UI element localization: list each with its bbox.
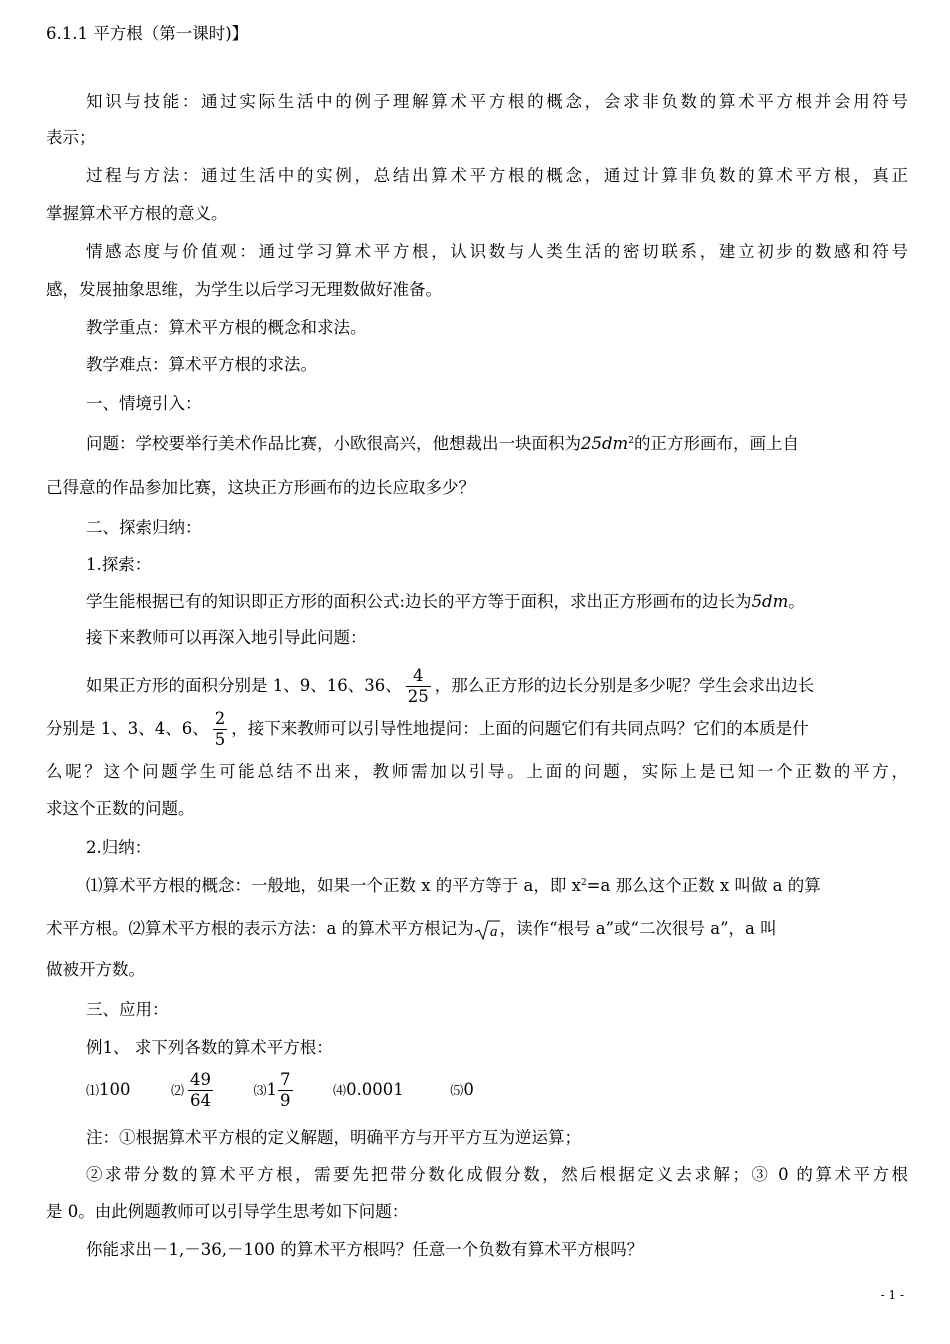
objective-attitude-line2: 感，发展抽象思维，为学生以后学习无理数做好准备。	[46, 280, 442, 299]
concept-line-1	[86, 874, 908, 900]
radical-sign	[474, 919, 500, 941]
square-root-symbol	[474, 917, 500, 941]
note-line-2: ②求带分数的算术平方根，需要先把带分数化成假分数，然后根据定义去求解；③ 0 的算术平方根	[86, 1165, 908, 1184]
explore-p3-text-b: ，那么正方形的边长分别是多少呢？学生会求出边长	[434, 676, 815, 695]
mixed-whole: 1	[266, 1080, 278, 1099]
note-line-1: 注：①根据算术平方根的定义解题，明确平方与开平方互为逆运算；	[86, 1128, 581, 1147]
objective-knowledge-line2: 表示；	[46, 128, 96, 147]
explore-paragraph-6: 求这个正数的问题。	[46, 799, 195, 818]
fraction-4-25	[406, 666, 431, 707]
concept-line-2	[46, 917, 908, 943]
fraction-numerator: 49	[190, 1070, 212, 1089]
objective-attitude-line1: 情感态度与价值观：通过学习算术平方根，认识数与人类生活的密切联系，建立初步的数感和符号	[86, 242, 908, 261]
objective-process-line1: 过程与方法：通过生活中的实例，总结出算术平方根的概念，通过计算非负数的算术平方根，真正	[86, 166, 908, 185]
area-exponent: 2	[628, 436, 634, 446]
item-1-label: ⑴	[86, 1084, 100, 1099]
item-2-label: ⑵	[171, 1084, 185, 1099]
explore-paragraph-4	[46, 709, 908, 749]
objective-process-line2: 掌握算术平方根的意义。	[46, 204, 228, 223]
intro-question-text-a: 问题：学校要举行美术作品比赛，小欧很高兴，他想裁出一块面积为	[86, 434, 581, 453]
fraction-denominator: 9	[280, 1090, 291, 1110]
explore-p3-text-a: 如果正方形的面积分别是 1、9、16、36、	[86, 676, 402, 695]
difficulty-point: 教学难点：算术平方根的求法。	[86, 355, 317, 374]
concept-text-a: ⑴算术平方根的概念：一般地，如果一个正数 x 的平方等于 a，即 x	[86, 876, 581, 895]
intro-question-line1	[86, 432, 908, 458]
note-line-3: 是 0。由此例题教师可以引导学生思考如下问题：	[46, 1202, 409, 1221]
notation-text-b: ，读作“根号 a”或“二次很号 a”，a 叫	[499, 919, 777, 938]
fraction-numerator: 7	[280, 1069, 291, 1089]
item-4-label: ⑷	[333, 1084, 347, 1099]
explore-p1-text-b: 。	[788, 592, 805, 611]
item-5-value: 0	[463, 1080, 474, 1099]
lesson-title: 6.1.1 平方根（第一课时)】	[46, 24, 249, 43]
explore-paragraph-3	[86, 666, 908, 706]
notation-text-a: 术平方根。⑵算术平方根的表示方法：a 的算术平方根记为	[46, 919, 474, 938]
fraction-denominator: 64	[190, 1091, 212, 1110]
item-1-value: 100	[99, 1080, 131, 1099]
example-1-prompt: 例1、 求下列各数的算术平方根：	[86, 1038, 333, 1057]
key-point: 教学重点：算术平方根的概念和求法。	[86, 318, 367, 337]
section-1-heading: 一、情境引入：	[86, 394, 202, 413]
page-number: - 1 -	[880, 1288, 904, 1302]
item-4-value: 0.0001	[346, 1080, 404, 1099]
explore-subheading: 1.探索：	[86, 555, 152, 574]
fraction-numerator: 2	[214, 709, 226, 728]
fraction-2-5	[213, 709, 228, 750]
concept-exponent: 2	[580, 878, 587, 888]
section-2-heading: 二、探索归纳：	[86, 518, 202, 537]
radicand: a	[489, 923, 498, 940]
explore-p1-text-a: 学生能根据已有的知识即正方形的面积公式:边长的平方等于面积，求出正方形画布的边长为	[86, 592, 752, 611]
intro-question-text-b: 的正方形画布，画上自	[633, 434, 799, 453]
summary-subheading: 2.归纳：	[86, 838, 152, 857]
concept-line-3: 做被开方数。	[46, 960, 145, 979]
follow-up-question: 你能求出－1,－36,－100 的算术平方根吗？任意一个负数有算术平方根吗？	[86, 1240, 644, 1259]
mixed-number-1-7-9	[267, 1066, 297, 1114]
explore-paragraph-5: 么呢？这个问题学生可能总结不出来，教师需加以引导。上面的问题，实际上是已知一个正数的平方，	[46, 762, 908, 781]
area-value: 25dm	[581, 434, 629, 453]
objective-knowledge-line1: 知识与技能：通过实际生活中的例子理解算术平方根的概念，会求非负数的算术平方根并会用符号	[86, 92, 908, 111]
mixed-fraction	[278, 1070, 293, 1111]
explore-paragraph-2: 接下来教师可以再深入地引导此问题：	[86, 628, 367, 647]
fraction-49-64	[188, 1070, 213, 1111]
explore-p4-text-b: ，接下来教师可以引导性地提问：上面的问题它们有共同点吗？它们的本质是什	[231, 719, 809, 738]
fraction-denominator: 5	[214, 730, 226, 749]
section-3-heading: 三、应用：	[86, 1000, 169, 1019]
fraction-numerator: 4	[406, 666, 431, 687]
item-3-label: ⑶	[253, 1084, 267, 1099]
fraction-denominator: 25	[407, 687, 429, 706]
intro-question-line2: 己得意的作品参加比赛，这块正方形画布的边长应取多少？	[46, 478, 475, 497]
example-1-items	[86, 1066, 908, 1114]
side-length-value: 5dm	[751, 592, 789, 611]
explore-p4-text-a: 分别是 1、3、4、6、	[46, 719, 209, 738]
concept-text-b: =a 那么这个正数 x 叫做 a 的算	[586, 876, 821, 895]
explore-paragraph-1	[86, 590, 908, 616]
item-5-label: ⑸	[450, 1084, 464, 1099]
